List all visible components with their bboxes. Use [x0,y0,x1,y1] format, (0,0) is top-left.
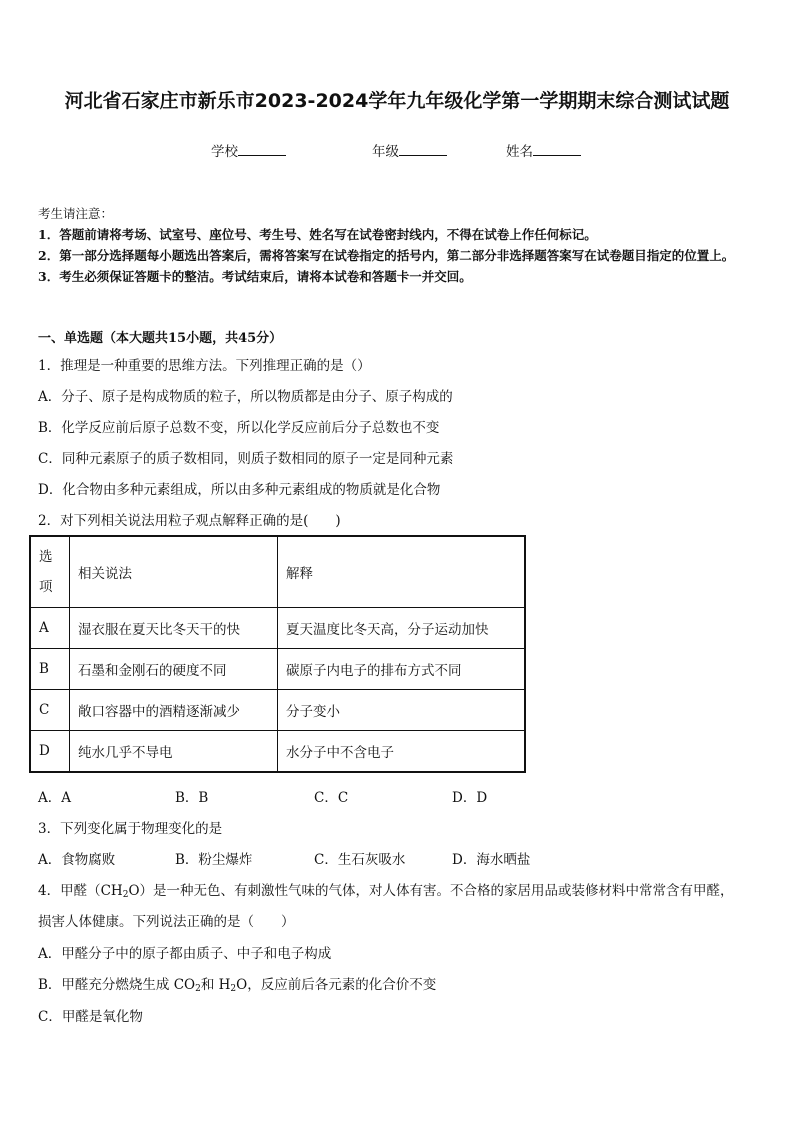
note-item-1: 1．答题前请将考场、试室号、座位号、考生号、姓名写在试卷密封线内，不得在试卷上作任何标记。 [38,227,597,242]
q2-row-explanation: 碳原子内电子的排布方式不同 [278,649,526,690]
exam-title: 河北省石家庄市新乐市2023-2024学年九年级化学第一学期期末综合测试试题 [64,90,730,112]
section-heading: 一、单选题（本大题共15小题，共45分） [38,331,283,346]
grade-label: 年级 [372,144,399,160]
q2-answer-c: C．C [314,790,349,806]
q2-row-statement: 湿衣服在夏天比冬天干的快 [70,608,278,649]
q1-option-d: D．化合物由多种元素组成，所以由多种元素组成的物质就是化合物 [38,482,441,498]
note-item-3: 3．考生必须保证答题卡的整洁。考试结束后，请将本试卷和答题卡一并交回。 [38,269,472,284]
q4-stem-line2: 损害人体健康。下列说法正确的是（ ） [38,914,295,930]
q2-answer-b: B．B [175,790,209,806]
grade-field [372,140,447,160]
q1-option-b: B．化学反应前后原子总数不变，所以化学反应前后分子总数也不变 [38,420,440,436]
grade-blank [399,143,447,156]
q3-stem: 3．下列变化属于物理变化的是 [38,821,223,837]
q1-option-a: A．分子、原子是构成物质的粒子，所以物质都是由分子、原子构成的 [38,389,453,405]
q2-row-option: B [30,649,70,690]
school-label: 学校 [211,144,238,160]
q2-row-statement: 石墨和金刚石的硬度不同 [70,649,278,690]
q4-option-c: C．甲醛是氧化物 [38,1009,143,1025]
table-row [30,690,525,731]
q2-row-explanation: 水分子中不含电子 [278,731,526,773]
q2-row-option: D [30,731,70,773]
q4-stem: 4．甲醛$(CH_2O)$是一种无色、有刺激性气味的气体，对人体有害。不合格的家居用品或装修材料中常常含有甲醛， [38,883,734,900]
q2-header-option: 选 项 [30,536,70,608]
q2-row-option: A [30,608,70,649]
q4-option-a: A．甲醛分子中的原子都由质子、中子和电子构成 [38,946,332,962]
q1-stem: 1．推理是一种重要的思维方法。下列推理正确的是（） [38,358,371,374]
q2-table [29,535,526,773]
q3-option-c: C．生石灰吸水 [314,852,406,868]
name-label: 姓名 [506,144,533,160]
q4-option-b: B．甲醛充分燃烧生成 $CO_2$和 $H_2O$，反应前后各元素的化合价不变 [38,977,437,994]
name-blank [533,143,581,156]
q3-option-b: B．粉尘爆炸 [175,852,253,868]
school-blank [238,143,286,156]
table-row [30,731,525,773]
q2-row-explanation: 分子变小 [278,690,526,731]
notes-heading: 考生请注意： [38,206,114,221]
exam-notes [38,203,762,287]
table-row [30,608,525,649]
name-field [506,140,581,160]
q1-option-c: C．同种元素原子的质子数相同，则质子数相同的原子一定是同种元素 [38,451,454,467]
q2-row-statement: 敞口容器中的酒精逐渐减少 [70,690,278,731]
q2-answer-d: D．D [452,790,488,806]
q2-answer-a: A．A [38,790,71,806]
q2-row-option: C [30,690,70,731]
q2-header-explanation: 解释 [278,536,526,608]
note-item-2: 2．第一部分选择题每小题选出答案后，需将答案写在试卷指定的括号内，第二部分非选择题答案写在试卷题目指定的位置上。 [38,248,735,263]
q2-row-explanation: 夏天温度比冬天高，分子运动加快 [278,608,526,649]
q2-table-header [30,536,525,608]
q2-row-statement: 纯水几乎不导电 [70,731,278,773]
table-row [30,649,525,690]
q3-option-d: D．海水晒盐 [452,852,531,868]
q3-option-a: A．食物腐败 [38,852,116,868]
q2-stem: 2．对下列相关说法用粒子观点解释正确的是( ) [38,513,341,529]
q2-header-statement: 相关说法 [70,536,278,608]
school-field [211,140,286,160]
